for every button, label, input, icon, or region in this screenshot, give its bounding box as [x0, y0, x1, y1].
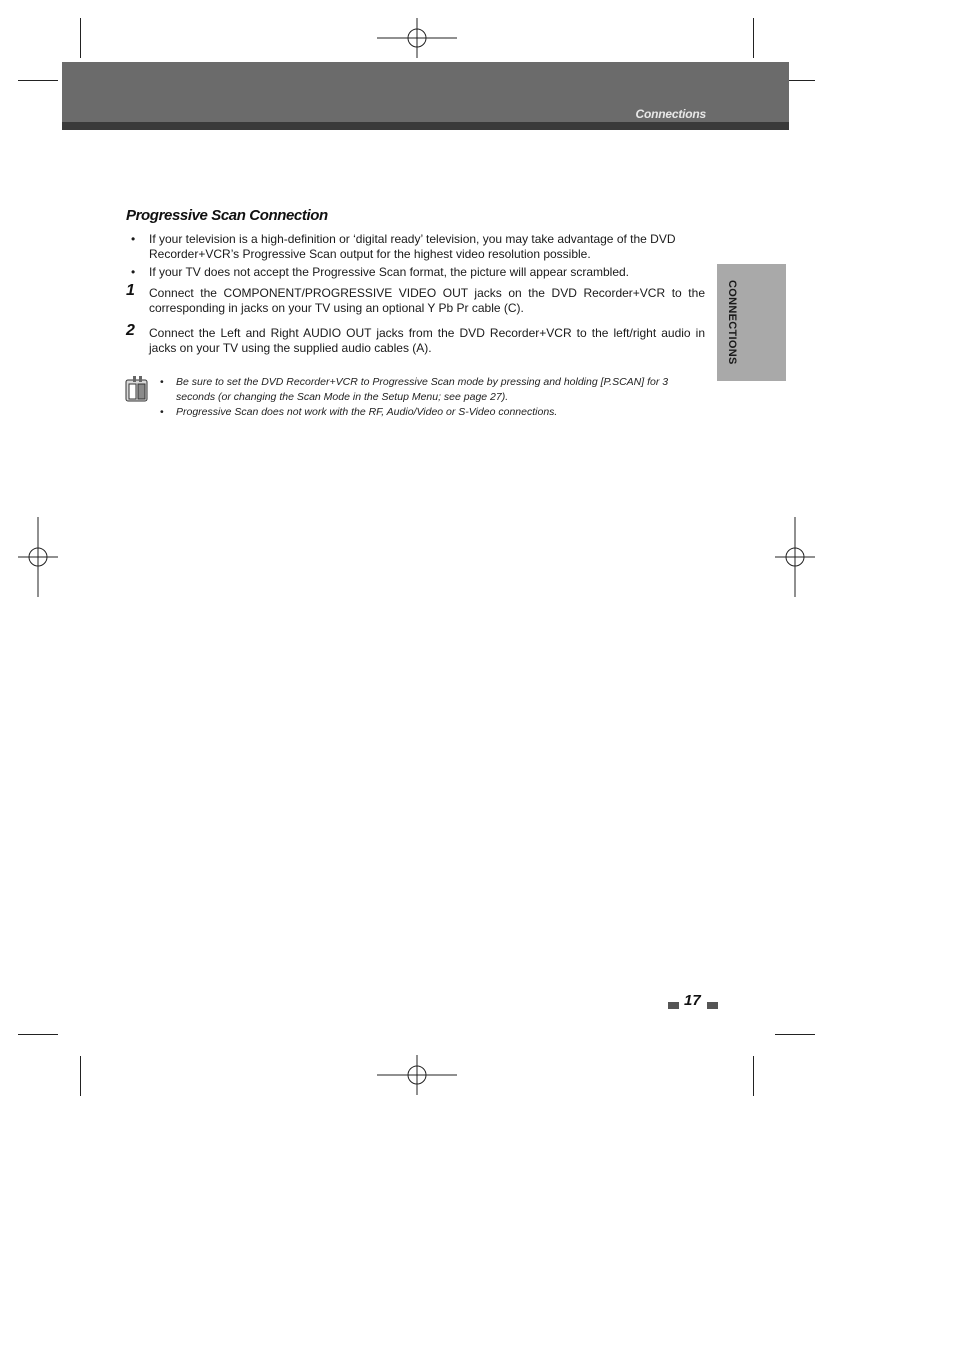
bullet-text: If your television is a high-definition or ‘digital ready’ television, you may take advantage of the DVD Recorder+VCR’s Progressive Scan output for the highest video resolution possible. [149, 232, 676, 261]
step-text: Connect the Left and Right AUDIO OUT jacks from the DVD Recorder+VCR to the left/right audio in jacks on your TV using the supplied audio cables (A). [149, 326, 705, 355]
step-number: 1 [126, 282, 135, 299]
step-number: 2 [126, 322, 135, 339]
registration-mark-icon [0, 517, 78, 597]
section-title: Progressive Scan Connection [126, 207, 328, 224]
note-bullet-icon: • [160, 376, 164, 388]
crop-mark [753, 18, 754, 58]
note-bullet-icon: • [160, 406, 164, 418]
crop-mark [80, 18, 81, 58]
crop-mark [18, 1034, 58, 1035]
page-number-marker-left [668, 1002, 679, 1009]
bullet-text: If your TV does not accept the Progressive Scan format, the picture will appear scrambled. [149, 265, 630, 279]
note-info-icon [125, 375, 149, 403]
header-section-title: Connections [635, 107, 706, 121]
crop-mark [775, 1034, 815, 1035]
note-text: Be sure to set the DVD Recorder+VCR to Progressive Scan mode by pressing and holding [P.SCAN] for 3 seconds (or changing the Scan Mode in the Setup Menu; see page 27). [176, 376, 669, 403]
crop-mark [18, 80, 58, 81]
bullet-dot-icon: • [131, 232, 136, 246]
side-tab-label-wrap [717, 264, 747, 381]
step-text: Connect the COMPONENT/PROGRESSIVE VIDEO OUT jacks on the DVD Recorder+VCR to the corresponding in jacks on your TV using an optional Y Pb Pr cable (C). [149, 286, 705, 315]
page-number-marker-right [707, 1002, 718, 1009]
crop-mark [80, 1056, 81, 1096]
page-number: 17 [684, 992, 701, 1009]
crop-mark [753, 1056, 754, 1096]
bullet-dot-icon: • [131, 265, 136, 279]
note-text: Progressive Scan does not work with the RF, Audio/Video or S-Video connections. [176, 406, 558, 418]
registration-mark-icon [755, 517, 835, 597]
registration-mark-icon [377, 1035, 457, 1115]
header-strip [62, 122, 789, 130]
side-tab-label: CONNECTIONS [726, 280, 738, 365]
